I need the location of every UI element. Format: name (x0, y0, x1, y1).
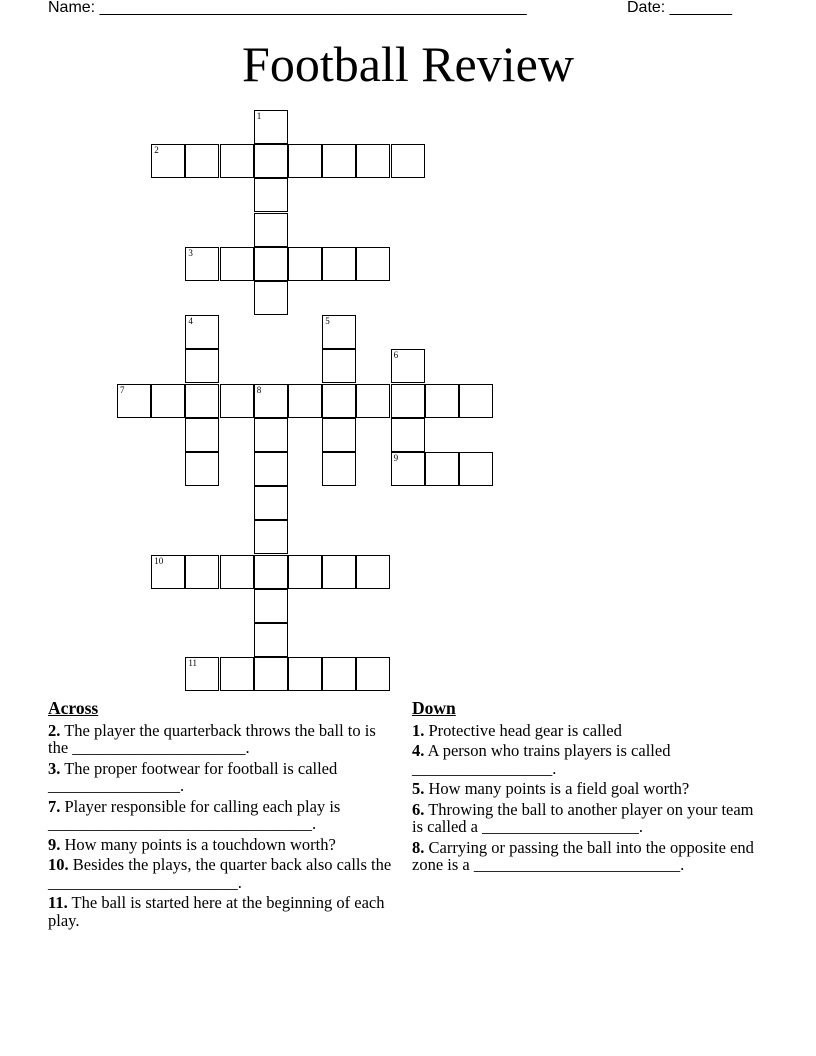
across-clue (48, 836, 393, 854)
grid-cell[interactable] (117, 384, 151, 418)
clue-text: How many points is a field goal worth? (424, 779, 690, 798)
clue-number: 3 (188, 247, 193, 258)
clue-number: 2. (48, 720, 61, 740)
grid-cell[interactable] (254, 110, 288, 144)
down-clues (412, 700, 757, 877)
down-clue-list (412, 722, 757, 874)
name-field-label: Name: ________________________________________________ (48, 0, 527, 16)
grid-cell[interactable] (220, 384, 254, 418)
grid-cell[interactable] (356, 555, 390, 589)
clue-text: A person who trains players is called _________________. (412, 741, 671, 778)
grid-cell[interactable] (254, 178, 288, 212)
grid-cell[interactable] (185, 657, 219, 691)
clue-number: 4. (412, 741, 425, 760)
grid-cell[interactable] (322, 384, 356, 418)
grid-cell[interactable] (322, 144, 356, 178)
clue-text: Besides the plays, the quarter back also calls the _______________________. (48, 855, 392, 892)
down-clue (412, 839, 757, 874)
clue-text: The ball is started here at the beginning of each play. (48, 893, 385, 930)
grid-cell[interactable] (288, 144, 322, 178)
grid-cell[interactable] (356, 144, 390, 178)
grid-cell[interactable] (254, 418, 288, 452)
grid-cell[interactable] (151, 555, 185, 589)
clue-number: 11. (48, 893, 68, 912)
clue-number: 8 (256, 384, 262, 395)
clue-number: 9. (48, 834, 61, 854)
grid-cell[interactable] (322, 247, 356, 281)
grid-cell[interactable] (391, 418, 425, 452)
grid-cell[interactable] (254, 520, 288, 554)
across-clue (48, 856, 393, 891)
grid-cell[interactable] (254, 657, 288, 691)
grid-cell[interactable] (356, 247, 390, 281)
grid-cell[interactable] (220, 247, 254, 281)
grid-cell[interactable] (185, 555, 219, 589)
grid-cell[interactable] (254, 247, 288, 281)
grid-cell[interactable] (185, 384, 219, 418)
grid-cell[interactable] (254, 623, 288, 657)
grid-cell[interactable] (356, 657, 390, 691)
clue-number: 5 (325, 316, 330, 327)
grid-cell[interactable] (391, 384, 425, 418)
clue-number: 10. (48, 855, 69, 874)
clue-number: 1 (256, 111, 262, 121)
clue-text: Throwing the ball to another player on your team is called a ___________________. (412, 799, 754, 836)
clue-number: 4 (188, 316, 193, 327)
across-clue-list (48, 722, 393, 930)
grid-cell[interactable] (288, 555, 322, 589)
grid-cell[interactable] (322, 657, 356, 691)
clue-number: 5. (412, 779, 425, 798)
clue-text: Player responsible for calling each play is ________________________________. (48, 796, 341, 833)
grid-cell[interactable] (220, 657, 254, 691)
grid-cell[interactable] (254, 452, 288, 486)
grid-cell[interactable] (322, 349, 356, 383)
grid-cell[interactable] (288, 384, 322, 418)
grid-cell[interactable] (425, 452, 459, 486)
grid-cell[interactable] (254, 144, 288, 178)
clue-number: 2 (154, 145, 159, 156)
grid-cell[interactable] (391, 452, 425, 486)
grid-cell[interactable] (151, 144, 185, 178)
grid-cell[interactable] (322, 315, 356, 349)
grid-cell[interactable] (288, 657, 322, 691)
grid-cell[interactable] (322, 452, 356, 486)
grid-cell[interactable] (254, 555, 288, 589)
clue-number: 11 (188, 658, 198, 669)
grid-cell[interactable] (254, 384, 288, 418)
clue-text: Protective head gear is called (424, 720, 622, 740)
clue-number: 6 (393, 350, 399, 361)
grid-cell[interactable] (185, 144, 219, 178)
grid-cell[interactable] (151, 384, 185, 418)
across-clue (48, 760, 393, 795)
clue-text: The proper footwear for football is called ________________. (48, 758, 338, 795)
grid-cell[interactable] (220, 144, 254, 178)
clue-number: 7. (48, 796, 61, 816)
across-clue (48, 894, 393, 929)
grid-cell[interactable] (185, 315, 219, 349)
grid-cell[interactable] (322, 555, 356, 589)
grid-cell[interactable] (459, 384, 493, 418)
grid-cell[interactable] (425, 384, 459, 418)
grid-cell[interactable] (391, 349, 425, 383)
grid-cell[interactable] (356, 384, 390, 418)
grid-cell[interactable] (185, 452, 219, 486)
down-clue (412, 780, 757, 798)
grid-cell[interactable] (322, 418, 356, 452)
grid-cell[interactable] (391, 144, 425, 178)
down-clue (412, 722, 757, 740)
grid-cell[interactable] (185, 349, 219, 383)
across-clue (48, 798, 393, 833)
grid-cell[interactable] (185, 247, 219, 281)
down-clue (412, 801, 757, 836)
clue-text: The player the quarterback throws the ball to is the _____________________. (48, 720, 376, 757)
clue-number: 3. (48, 758, 61, 778)
clue-text: How many points is a touchdown worth? (60, 834, 336, 854)
clue-number: 10 (154, 555, 164, 566)
across-heading: Across (48, 698, 99, 718)
grid-cell[interactable] (254, 589, 288, 623)
clue-text: Carrying or passing the ball into the opposite end zone is a _________________________. (412, 837, 754, 874)
grid-cell[interactable] (254, 486, 288, 520)
down-clue (412, 742, 757, 777)
across-clue (48, 722, 393, 757)
clue-number: 9 (393, 453, 399, 463)
clue-number: 6. (412, 799, 425, 819)
grid-cell[interactable] (254, 281, 288, 315)
grid-cell[interactable] (288, 247, 322, 281)
clue-number: 8. (412, 837, 425, 857)
grid-cell[interactable] (185, 418, 219, 452)
grid-cell[interactable] (459, 452, 493, 486)
page-title: Football Review (242, 36, 574, 92)
grid-cell[interactable] (220, 555, 254, 589)
down-heading: Down (412, 698, 456, 718)
grid-cell[interactable] (254, 213, 288, 247)
date-field-label: Date: _______ (627, 0, 732, 16)
clue-number: 7 (120, 384, 125, 395)
across-clues (48, 700, 393, 932)
clue-number: 1. (412, 720, 425, 740)
